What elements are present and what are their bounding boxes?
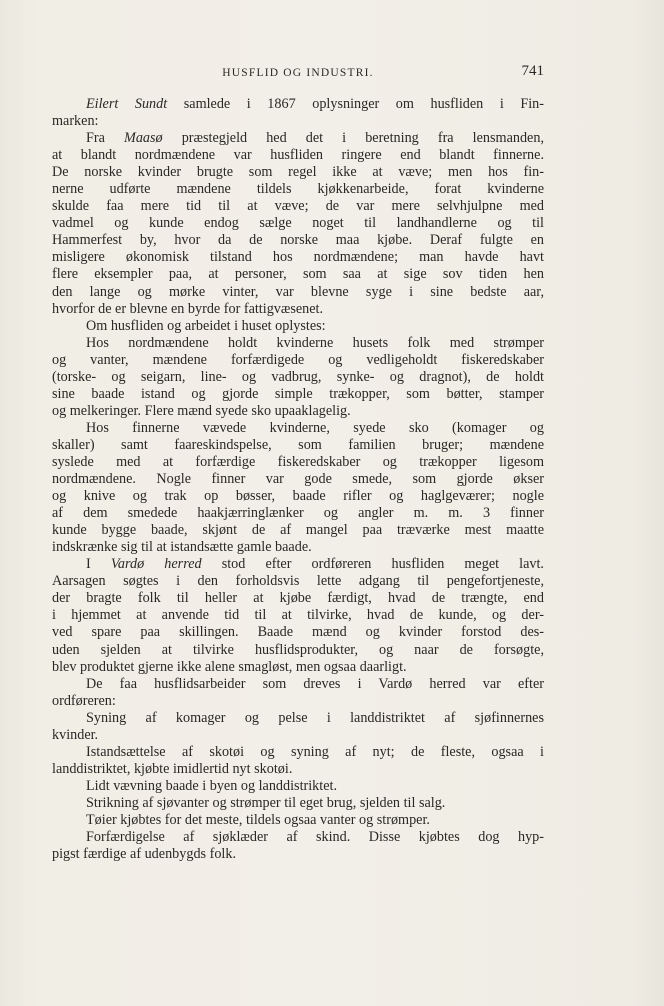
text-segment: skaller) samt faareskindspelse, som familien bruger; mændene: [52, 436, 544, 453]
text-segment: Hos finnerne vævede kvinderne, syede sko (komager og: [86, 419, 544, 436]
text-segment: misligere økonomisk tilstand hos nordmændene; man havde havt: [52, 249, 544, 266]
text-segment: Fra: [86, 130, 124, 147]
page-number: 741: [521, 63, 544, 79]
text-line: [52, 505, 544, 522]
text-segment: vadmel og kunde endog sælge noget til landhandlerne og til: [52, 215, 544, 232]
text-segment: nordmændene. Nogle finner var gode smede, som gjorde økser: [52, 471, 544, 488]
text-segment: marken:: [52, 113, 99, 130]
text-segment: Om husfliden og arbeidet i huset oplystes:: [86, 317, 326, 334]
text-segment: og vanter, mændene forfærdigede og vedligeholdt fiskeredskaber: [52, 351, 544, 368]
text-segment: nerne udførte mændene tildels kjøkkenarbeide, forat kvinderne: [52, 181, 544, 198]
text-line: [52, 590, 544, 607]
italic-name: Eilert Sundt: [86, 96, 168, 112]
text-segment: stod efter ordføreren husfliden meget lavt.: [201, 556, 544, 573]
text-line: [52, 369, 544, 386]
text-line: [52, 624, 544, 641]
text-segment: at blandt nordmændene var husfliden ringere end blandt finnerne.: [52, 147, 544, 164]
text-segment: Istandsættelse af skotøi og syning af nyt; de fleste, ogsaa i: [86, 743, 544, 760]
text-segment: og knive og trak op bøsser, baade rifler og haglgeværer; nogle: [52, 488, 544, 505]
text-line: [52, 727, 544, 744]
text-segment: ved spare paa skillingen. Baade mænd og kvinder forstod des-: [52, 624, 544, 641]
text-line: [52, 812, 544, 829]
text-line: [52, 710, 544, 727]
text-line: [52, 215, 544, 232]
text-line: [52, 642, 544, 659]
text-line: [52, 266, 544, 283]
text-line: [52, 437, 544, 454]
text-segment: Hammerfest by, hvor da de norske maa kjøbe. Deraf fulgte en: [52, 232, 544, 249]
text-segment: blev produktet gjerne ikke alene smagløst, men ogsaa daarligt.: [52, 658, 407, 675]
text-line: [52, 778, 544, 795]
text-segment: landdistriktet, kjøbte imidlertid nyt skotøi.: [52, 760, 293, 777]
page-header: [52, 63, 544, 83]
text-segment: og melkeringer. Flere mænd syede sko upaaklagelig.: [52, 402, 351, 419]
text-segment: i hjemmet at anvende tid til at tilvirke, hvad de kunde, og der-: [52, 607, 544, 624]
text-line: [52, 181, 544, 198]
text-line: [52, 113, 544, 130]
text-line: [52, 352, 544, 369]
text-segment: af dem smedede haakjærringlænker og angler m. m. 3 finner: [52, 505, 544, 522]
text-segment: Forfærdigelse af sjøklæder af skind. Disse kjøbtes dog hyp-: [86, 829, 544, 846]
text-segment: Tøier kjøbtes for det meste, tildels ogsaa vanter og strømper.: [86, 811, 430, 828]
text-line: [52, 164, 544, 181]
text-line: [52, 846, 544, 863]
text-line: [52, 96, 544, 113]
text-line: [52, 420, 544, 437]
text-line: [52, 761, 544, 778]
text-segment: skulde faa mere tid til at væve; de var mere selvhjulpne med: [52, 198, 544, 215]
text-line: [52, 249, 544, 266]
text-line: [52, 386, 544, 403]
text-line: [52, 130, 544, 147]
text-line: [52, 744, 544, 761]
text-segment: flere eksempler paa, at personer, som saa at sige sov tiden hen: [52, 266, 544, 283]
text-line: [52, 284, 544, 301]
text-segment: I: [86, 556, 111, 573]
text-line: [52, 403, 544, 420]
text-line: [52, 676, 544, 693]
text-line: [52, 471, 544, 488]
text-line: [52, 539, 544, 556]
text-line: [52, 556, 544, 573]
text-segment: kvinder.: [52, 726, 99, 743]
text-segment: samlede i 1867 oplysninger om husfliden i Fin-: [167, 96, 544, 112]
text-segment: hvorfor de er blevne en byrde for fattigvæsenet.: [52, 300, 324, 317]
italic-name: Vardø herred: [110, 556, 202, 573]
text-segment: De faa husflidsarbeider som dreves i Vardø herred var efter: [86, 675, 544, 692]
italic-name: Maasø: [124, 130, 163, 147]
text-segment: Aarsagen søgtes i den forholdsvis lette adgang til pengefortjeneste,: [52, 573, 544, 590]
text-line: [52, 335, 544, 352]
text-line: [52, 522, 544, 539]
text-segment: Hos nordmændene holdt kvinderne husets folk med strømper: [86, 334, 544, 351]
text-segment: Syning af komager og pelse i landdistriktet af sjøfinnernes: [86, 709, 544, 726]
text-segment: ordføreren:: [52, 692, 116, 709]
text-line: [52, 488, 544, 505]
text-line: [52, 454, 544, 471]
text-line: [52, 147, 544, 164]
text-line: [52, 693, 544, 710]
text-line: [52, 318, 544, 335]
text-line: [52, 829, 544, 846]
text-segment: Strikning af sjøvanter og strømper til eget brug, sjelden til salg.: [86, 794, 446, 811]
text-segment: syslede med at forfærdige fiskeredskaber og trækopper ligesom: [52, 453, 544, 470]
text-segment: uden sjelden at tilvirke husflidsprodukter, og naar de forsøgte,: [52, 641, 544, 658]
text-segment: der bragte folk til heller at kjøbe færdigt, hvad de trængte, end: [52, 590, 544, 607]
text-segment: De norske kvinder brugte som regel ikke at væve; men hos fin-: [52, 164, 544, 181]
text-line: [52, 301, 544, 318]
text-line: [52, 232, 544, 249]
text-line: [52, 795, 544, 812]
text-segment: kunde bygge baade, skjønt de af mangel paa træværke mest maatte: [52, 522, 544, 539]
text-segment: indskrænke sig til at istandsætte gamle baade.: [52, 539, 312, 556]
text-segment: Lidt vævning baade i byen og landdistriktet.: [86, 777, 337, 794]
text-line: [52, 198, 544, 215]
text-segment: pigst færdige af udenbygds folk.: [52, 846, 237, 863]
text-line: [52, 659, 544, 676]
running-head: HUSFLID OG INDUSTRI.: [222, 67, 374, 79]
text-segment: (torske- og seigarn, line- og vadbrug, synke- og dragnot), de holdt: [52, 368, 544, 385]
text-segment: præstegjeld hed det i beretning fra lensmanden,: [162, 130, 544, 147]
text-segment: sine baade istand og gjorde simple trækopper, som bøtter, stamper: [52, 385, 544, 402]
text-line: [52, 607, 544, 624]
text-segment: den lange og mørke vinter, var blevne syge i sine bedste aar,: [52, 283, 544, 300]
text-line: [52, 573, 544, 590]
body-text: [52, 96, 544, 863]
